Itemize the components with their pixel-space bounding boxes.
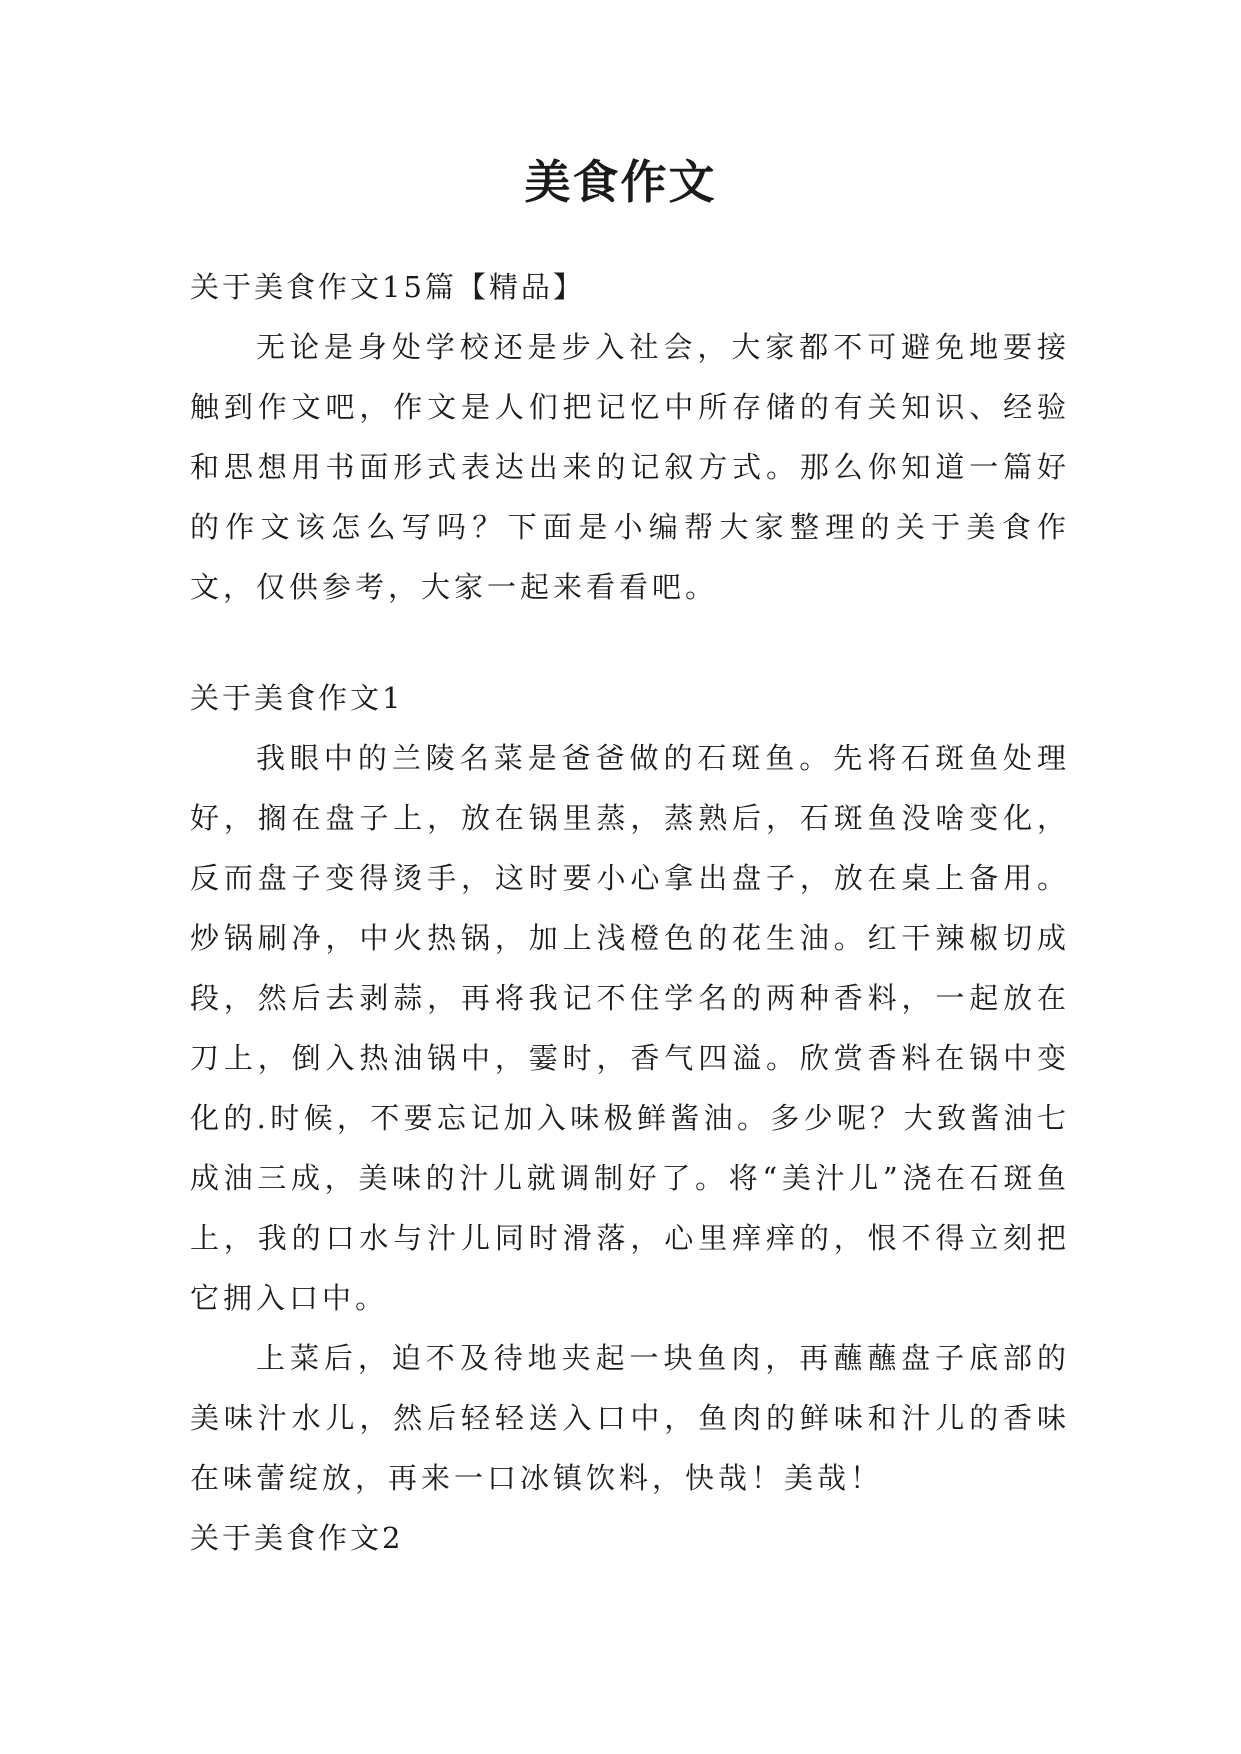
document-subtitle: 关于美食作文15篇【精品】 — [190, 270, 585, 304]
section-heading-2: 关于美食作文2 — [190, 1521, 404, 1555]
section-spacer — [190, 617, 1070, 668]
section-1-paragraph-1: 我眼中的兰陵名菜是爸爸做的石斑鱼。先将石斑鱼处理好，搁在盘子上，放在锅里蒸，蒸熟后，石斑鱼没啥变化，反而盘子变得烫手，这时要小心拿出盘子，放在桌上备用。炒锅刷净，中火热锅，加上浅橙色的花生油。红干辣椒切成段，然后去剥蒜，再将我记不住学名的两种香料，一起放在刀上，倒入热油锅中，霎时，香气四溢。欣赏香料在锅中变化的.时候，不要忘记加入味极鲜酱油。多少呢？大致酱油七成油三成，美味的汁儿就调制好了。将“美汁儿”浇在石斑鱼上，我的口水与汁儿同时滑落，心里痒痒的，恨不得立刻把它拥入口中。 — [190, 741, 1070, 1315]
document-title: 美食作文 — [524, 155, 717, 209]
section-heading-1: 关于美食作文1 — [190, 681, 404, 715]
document-body — [190, 257, 1070, 1568]
section-1-paragraph-2: 上菜后，迫不及待地夹起一块鱼肉，再蘸蘸盘子底部的美味汁水儿，然后轻轻送入口中，鱼肉的鲜味和汁儿的香味在味蕾绽放，再来一口冰镇饮料，快哉！美哉！ — [190, 1341, 1070, 1495]
intro-paragraph: 无论是身处学校还是步入社会，大家都不可避免地要接触到作文吧，作文是人们把记忆中所存储的有关知识、经验和思想用书面形式表达出来的记叙方式。那么你知道一篇好的作文该怎么写吗？下面是小编帮大家整理的关于美食作文，仅供参考，大家一起来看看吧。 — [190, 330, 1070, 604]
